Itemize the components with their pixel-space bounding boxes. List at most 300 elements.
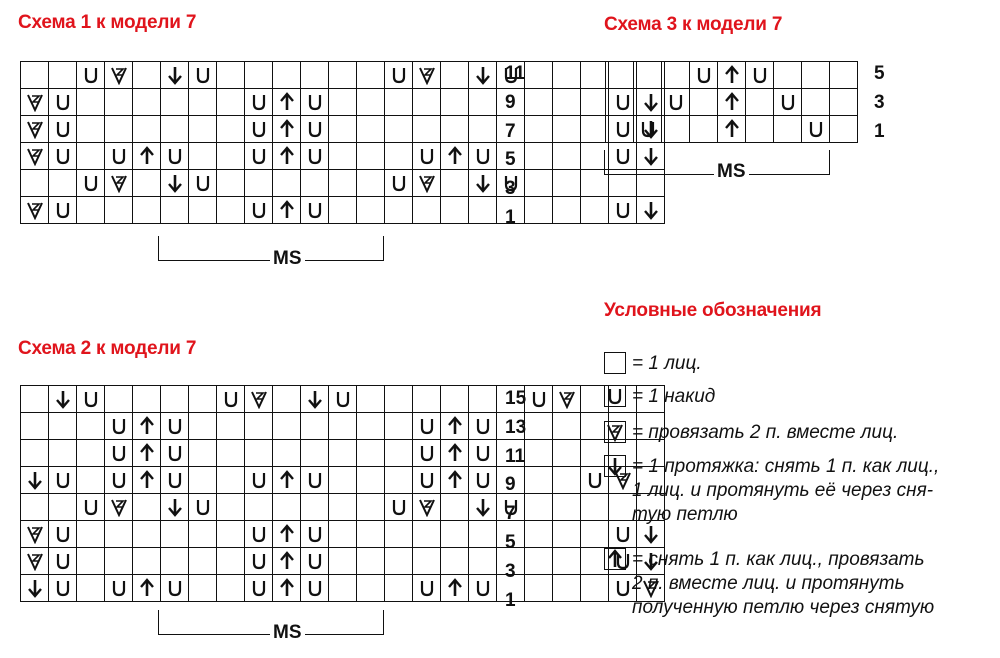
scheme2-cell: [357, 386, 385, 413]
scheme2-cell: [161, 521, 189, 548]
scheme1-ms-label: MS: [270, 248, 305, 270]
knit-two-together-icon: [606, 422, 624, 442]
scheme2-cell: [245, 413, 273, 440]
scheme2-cell: [385, 494, 413, 521]
scheme1-cell: [273, 197, 301, 224]
scheme2-cell: [413, 575, 441, 602]
scheme1-cell: [21, 89, 49, 116]
scheme2-cell: [413, 386, 441, 413]
scheme3-cell: [634, 62, 662, 89]
scheme2-cell: [161, 386, 189, 413]
scheme1-cell: [77, 89, 105, 116]
up-arrow-icon: [279, 92, 295, 112]
scheme2-cell: [273, 548, 301, 575]
scheme1-cell: [217, 197, 245, 224]
scheme1-cell: [301, 89, 329, 116]
scheme2-cell: [329, 548, 357, 575]
scheme2-cell: [469, 521, 497, 548]
knit-two-together-icon: [110, 497, 128, 517]
scheme1-cell: [77, 197, 105, 224]
scheme2-row: [21, 521, 665, 548]
scheme2-cell: [245, 494, 273, 521]
scheme2-cell: [553, 386, 581, 413]
up-arrow-icon: [447, 578, 463, 598]
scheme2-cell: [105, 548, 133, 575]
scheme1-cell: [189, 170, 217, 197]
scheme1-row-number: 7: [505, 120, 516, 142]
scheme2-cell: [357, 521, 385, 548]
scheme2-cell: [217, 440, 245, 467]
scheme2-cell: [441, 467, 469, 494]
scheme2-cell: [133, 440, 161, 467]
scheme1-cell: [21, 116, 49, 143]
scheme1-cell: [189, 89, 217, 116]
yarn-over-icon: [167, 417, 183, 435]
yarn-over-icon: [307, 201, 323, 219]
yarn-over-icon: [475, 147, 491, 165]
scheme2-cell: [217, 386, 245, 413]
scheme1-cell: [77, 170, 105, 197]
scheme2-cell: [49, 440, 77, 467]
scheme1-row-number: 9: [505, 91, 516, 113]
scheme2-cell: [49, 521, 77, 548]
up-arrow-icon: [724, 65, 740, 85]
scheme1-cell: [105, 197, 133, 224]
scheme2-row: [21, 548, 665, 575]
scheme2-cell: [469, 440, 497, 467]
scheme2-row-number: 7: [505, 503, 516, 525]
legend-item: [604, 455, 939, 527]
yarn-over-icon: [55, 201, 71, 219]
scheme2-cell: [105, 521, 133, 548]
scheme2-cell: [189, 467, 217, 494]
scheme1-cell: [329, 170, 357, 197]
scheme2-cell: [77, 413, 105, 440]
yarn-over-icon: [55, 120, 71, 138]
scheme1-cell: [105, 143, 133, 170]
scheme1-cell: [189, 143, 217, 170]
scheme2-cell: [441, 575, 469, 602]
down-arrow-icon: [307, 389, 323, 409]
down-arrow-icon: [643, 524, 659, 544]
scheme2-cell: [217, 467, 245, 494]
yarn-over-icon: [55, 552, 71, 570]
scheme1-cell: [245, 89, 273, 116]
knit-two-together-icon: [26, 200, 44, 220]
scheme2-cell: [385, 467, 413, 494]
scheme1-cell: [77, 143, 105, 170]
up-arrow-icon: [279, 119, 295, 139]
scheme3-cell: [802, 116, 830, 143]
legend-item: [604, 421, 898, 445]
up-arrow-icon: [139, 443, 155, 463]
yarn-over-icon: [251, 525, 267, 543]
scheme1-cell: [21, 143, 49, 170]
scheme2-cell: [413, 548, 441, 575]
scheme3-cell: [690, 62, 718, 89]
scheme2-cell: [525, 440, 553, 467]
yarn-over-icon: [391, 66, 407, 84]
scheme1-cell: [357, 197, 385, 224]
scheme1-cell: [245, 197, 273, 224]
yarn-over-icon: [83, 390, 99, 408]
scheme2-cell: [273, 521, 301, 548]
scheme3-cell: [690, 89, 718, 116]
scheme2-cell: [525, 575, 553, 602]
yarn-over-icon: [752, 66, 768, 84]
scheme1-cell: [385, 197, 413, 224]
legend-item-text: = 1 лиц.: [632, 353, 702, 374]
scheme2-cell: [49, 413, 77, 440]
down-arrow-icon: [27, 578, 43, 598]
yarn-over-icon: [251, 93, 267, 111]
scheme2-cell: [77, 575, 105, 602]
scheme1-cell: [161, 143, 189, 170]
yarn-over-icon: [475, 471, 491, 489]
scheme1-cell: [301, 170, 329, 197]
up-arrow-icon: [447, 443, 463, 463]
scheme2-cell: [301, 575, 329, 602]
scheme2-cell: [525, 494, 553, 521]
scheme1-cell: [21, 62, 49, 89]
scheme2-cell: [161, 413, 189, 440]
scheme2-row-number: 1: [505, 589, 516, 611]
scheme1-cell: [49, 143, 77, 170]
scheme1-row: [21, 116, 665, 143]
legend-item-text: = снять 1 п. как лиц., провязать 2 п. вместе лиц. и протянуть полученную петлю через снятую: [632, 549, 935, 618]
knit-two-together-icon: [418, 173, 436, 193]
scheme2-cell: [301, 413, 329, 440]
scheme2-cell: [469, 413, 497, 440]
scheme1-cell: [273, 170, 301, 197]
scheme2-cell: [245, 440, 273, 467]
yarn-over-icon: [607, 387, 623, 405]
scheme2-cell: [413, 494, 441, 521]
scheme2-cell: [469, 494, 497, 521]
yarn-over-icon: [307, 147, 323, 165]
scheme2-cell: [413, 467, 441, 494]
yarn-over-icon: [111, 147, 127, 165]
yarn-over-icon: [167, 471, 183, 489]
scheme2-cell: [133, 548, 161, 575]
scheme1-cell: [189, 116, 217, 143]
scheme2-cell: [441, 413, 469, 440]
scheme1-cell: [273, 89, 301, 116]
scheme2-cell: [441, 548, 469, 575]
scheme2-cell: [469, 548, 497, 575]
scheme1-cell: [301, 62, 329, 89]
up-arrow-icon: [447, 470, 463, 490]
scheme2-cell: [217, 494, 245, 521]
down-arrow-icon: [643, 200, 659, 220]
scheme2-cell: [21, 494, 49, 521]
scheme1-cell: [329, 116, 357, 143]
scheme2-cell: [21, 521, 49, 548]
scheme3-cell: [802, 89, 830, 116]
scheme3-cell: [662, 62, 690, 89]
scheme1-cell: [105, 170, 133, 197]
scheme1-cell: [329, 89, 357, 116]
scheme1-cell: [553, 62, 581, 89]
scheme1-cell: [441, 197, 469, 224]
yarn-over-icon: [167, 147, 183, 165]
scheme3-cell: [746, 89, 774, 116]
scheme1-cell: [245, 116, 273, 143]
up-arrow-icon: [279, 578, 295, 598]
yarn-over-icon: [615, 525, 631, 543]
scheme2-cell: [553, 575, 581, 602]
scheme2-row: [21, 575, 665, 602]
yarn-over-icon: [111, 417, 127, 435]
scheme1-row-number: 5: [505, 149, 516, 171]
yarn-over-icon: [335, 390, 351, 408]
scheme1-cell: [217, 89, 245, 116]
knit-two-together-icon: [604, 421, 626, 443]
scheme3-cell: [718, 89, 746, 116]
scheme2-cell: [133, 467, 161, 494]
up-arrow-icon: [604, 548, 626, 570]
yarn-over-icon: [55, 147, 71, 165]
scheme1-cell: [49, 62, 77, 89]
scheme2-cell: [525, 467, 553, 494]
scheme1-cell: [133, 116, 161, 143]
scheme2-row: [21, 494, 665, 521]
scheme1-cell: [441, 116, 469, 143]
scheme2-row: [21, 413, 665, 440]
knit-two-together-icon: [26, 92, 44, 112]
scheme2-cell: [273, 440, 301, 467]
scheme2-cell: [357, 413, 385, 440]
down-arrow-icon: [167, 173, 183, 193]
scheme1-cell: [245, 143, 273, 170]
scheme2-cell: [525, 548, 553, 575]
scheme2-cell: [357, 548, 385, 575]
scheme1-cell: [553, 116, 581, 143]
scheme3-row-number: 1: [874, 120, 885, 142]
scheme2-cell: [245, 575, 273, 602]
scheme1-chart: [20, 61, 665, 224]
scheme2-cell: [357, 575, 385, 602]
legend-item-text: = 1 протяжка: снять 1 п. как лиц., 1 лиц. и протянуть её через сня- тую петлю: [632, 456, 940, 525]
scheme1-cell: [273, 116, 301, 143]
scheme2-row: [21, 440, 665, 467]
scheme1-cell: [105, 89, 133, 116]
scheme1-cell: [441, 62, 469, 89]
scheme3-cell: [662, 89, 690, 116]
legend-item: [604, 548, 934, 620]
yarn-over-icon: [307, 93, 323, 111]
scheme2-cell: [413, 440, 441, 467]
scheme2-cell: [357, 494, 385, 521]
scheme2-cell: [77, 494, 105, 521]
yarn-over-icon: [307, 471, 323, 489]
scheme2-cell: [329, 494, 357, 521]
scheme1-row: [21, 143, 665, 170]
scheme1-row-number: 11: [505, 63, 526, 84]
scheme2-cell: [245, 467, 273, 494]
scheme3-cell: [606, 116, 634, 143]
up-arrow-icon: [279, 524, 295, 544]
yarn-over-icon: [419, 147, 435, 165]
yarn-over-icon: [419, 471, 435, 489]
scheme1-cell: [21, 197, 49, 224]
scheme1-cell: [357, 143, 385, 170]
scheme1-cell: [245, 62, 273, 89]
down-arrow-icon: [607, 456, 623, 476]
scheme1-cell: [329, 62, 357, 89]
scheme1-cell: [49, 170, 77, 197]
scheme2-title: Схема 2 к модели 7: [18, 338, 197, 359]
scheme2-cell: [105, 386, 133, 413]
up-arrow-icon: [139, 146, 155, 166]
scheme2-cell: [217, 575, 245, 602]
scheme2-cell: [385, 413, 413, 440]
yarn-over-icon: [696, 66, 712, 84]
yarn-over-icon: [83, 498, 99, 516]
scheme1-row: [21, 62, 665, 89]
knit-two-together-icon: [110, 65, 128, 85]
up-arrow-icon: [279, 470, 295, 490]
scheme2-cell: [301, 386, 329, 413]
scheme2-cell: [525, 521, 553, 548]
scheme2-cell: [77, 548, 105, 575]
scheme2-cell: [161, 440, 189, 467]
scheme2-ms-label: MS: [270, 622, 305, 644]
yarn-over-icon: [251, 120, 267, 138]
knit-two-together-icon: [418, 65, 436, 85]
scheme3-row-number: 5: [874, 63, 885, 84]
scheme1-row-number: 1: [505, 207, 516, 228]
scheme3-cell: [606, 89, 634, 116]
scheme2-cell: [301, 440, 329, 467]
down-arrow-icon: [167, 65, 183, 85]
scheme2-cell: [553, 521, 581, 548]
scheme2-cell: [469, 386, 497, 413]
scheme3-cell: [634, 116, 662, 143]
scheme2-cell: [329, 413, 357, 440]
scheme1-cell: [525, 62, 553, 89]
down-arrow-icon: [167, 497, 183, 517]
scheme1-cell: [413, 170, 441, 197]
scheme1-cell: [217, 116, 245, 143]
yarn-over-icon: [251, 147, 267, 165]
scheme2-cell: [217, 521, 245, 548]
scheme3-row-number: 3: [874, 91, 885, 113]
scheme2-cell: [161, 548, 189, 575]
up-arrow-icon: [447, 416, 463, 436]
scheme1-cell: [245, 170, 273, 197]
scheme2-cell: [105, 413, 133, 440]
scheme1-cell: [413, 143, 441, 170]
yarn-over-icon: [111, 579, 127, 597]
scheme1-cell: [301, 116, 329, 143]
yarn-over-icon: [307, 525, 323, 543]
scheme2-cell: [49, 386, 77, 413]
down-arrow-icon: [475, 173, 491, 193]
scheme2-cell: [49, 467, 77, 494]
scheme3-cell: [718, 62, 746, 89]
yarn-over-icon: [195, 174, 211, 192]
scheme1-cell: [357, 170, 385, 197]
scheme2-row-number: 9: [505, 474, 516, 496]
scheme2-row-number: 5: [505, 532, 516, 553]
up-arrow-icon: [279, 200, 295, 220]
scheme3-cell: [802, 62, 830, 89]
scheme2-cell: [273, 467, 301, 494]
scheme2-cell: [77, 440, 105, 467]
scheme1-cell: [161, 197, 189, 224]
scheme2-row-number: 3: [505, 560, 516, 582]
scheme3-cell: [662, 116, 690, 143]
scheme2-cell: [273, 413, 301, 440]
scheme3-cell: [830, 89, 858, 116]
scheme3-cell: [690, 116, 718, 143]
scheme1-cell: [581, 197, 609, 224]
scheme2-cell: [133, 494, 161, 521]
scheme1-row: [21, 89, 665, 116]
scheme3-row: [606, 89, 858, 116]
scheme2-cell: [77, 386, 105, 413]
scheme2-cell: [441, 440, 469, 467]
scheme1-cell: [469, 89, 497, 116]
scheme3-cell: [774, 89, 802, 116]
yarn-over-icon: [111, 471, 127, 489]
up-arrow-icon: [724, 92, 740, 112]
scheme2-cell: [105, 575, 133, 602]
scheme3-row: [606, 116, 858, 143]
yarn-over-icon: [195, 66, 211, 84]
yarn-over-icon: [615, 201, 631, 219]
up-arrow-icon: [279, 146, 295, 166]
scheme2-cell: [385, 575, 413, 602]
knit-two-together-icon: [26, 551, 44, 571]
up-arrow-icon: [724, 119, 740, 139]
yarn-over-icon: [531, 390, 547, 408]
scheme2-cell: [385, 548, 413, 575]
scheme1-cell: [413, 89, 441, 116]
scheme2-row: [21, 386, 665, 413]
down-arrow-icon: [604, 455, 626, 477]
scheme1-cell: [133, 62, 161, 89]
yarn-over-icon: [307, 579, 323, 597]
scheme2-row-number: 13: [505, 416, 527, 438]
scheme2-cell: [329, 467, 357, 494]
scheme1-cell: [329, 143, 357, 170]
scheme2-cell: [385, 386, 413, 413]
scheme1-cell: [385, 143, 413, 170]
knit-two-together-icon: [418, 497, 436, 517]
scheme2-cell: [301, 467, 329, 494]
yarn-over-icon: [55, 525, 71, 543]
scheme1-cell: [441, 89, 469, 116]
scheme2-cell: [161, 467, 189, 494]
scheme2-row-number: 15: [505, 388, 527, 409]
scheme2-cell: [329, 386, 357, 413]
scheme2-row-number: 11: [505, 445, 526, 467]
legend-item-text: = провязать 2 п. вместе лиц.: [632, 422, 899, 443]
scheme2-cell: [189, 521, 217, 548]
scheme1-cell: [469, 62, 497, 89]
scheme1-cell: [469, 116, 497, 143]
scheme2-cell: [329, 440, 357, 467]
scheme2-cell: [105, 494, 133, 521]
scheme1-cell: [553, 89, 581, 116]
knit-two-together-icon: [558, 389, 576, 409]
knit-two-together-icon: [26, 146, 44, 166]
scheme1-cell: [301, 143, 329, 170]
scheme1-cell: [385, 170, 413, 197]
yarn-over-icon: [808, 120, 824, 138]
